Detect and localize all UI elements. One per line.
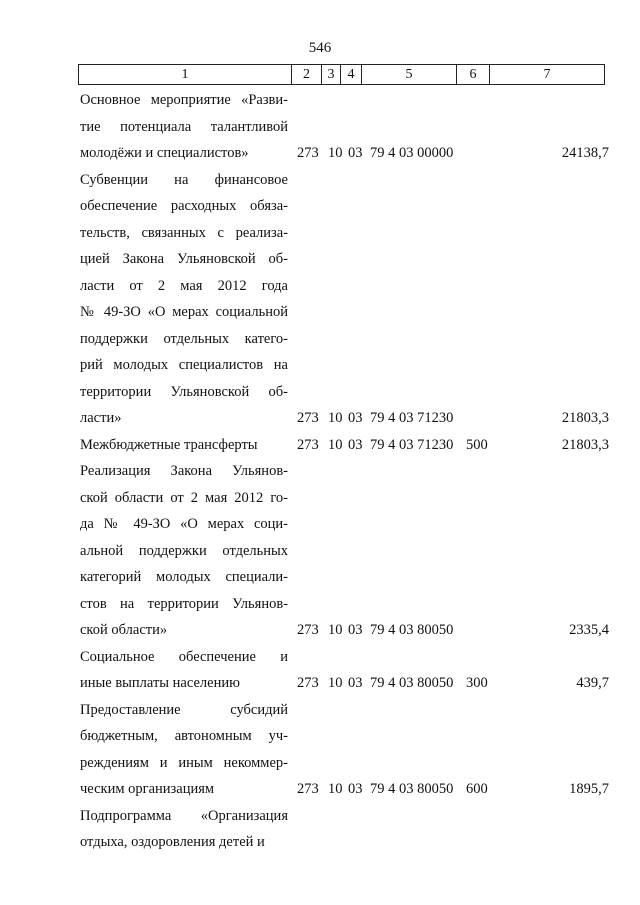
table-row (0, 458, 640, 644)
row-description (80, 458, 288, 644)
budget-rows (0, 87, 640, 856)
header-col-7: 7 (490, 65, 605, 85)
description-line: стов на территории Ульянов- (80, 595, 288, 612)
cell-c2: 273 (297, 781, 319, 797)
description-line: реждениям и иным некоммер- (80, 754, 288, 771)
description-line: ласти» (80, 410, 122, 426)
cell-c4: 03 (348, 410, 363, 426)
cell-c7: 439,7 (576, 675, 609, 691)
description-line: обеспечение расходных обяза- (80, 198, 288, 214)
row-description (80, 803, 288, 856)
description-line: да № 49-ЗО «О мерах соци- (80, 516, 288, 532)
cell-c6: 600 (466, 781, 488, 797)
header-col-3: 3 (322, 65, 341, 85)
description-line: Межбюджетные трансферты (80, 436, 258, 453)
row-description (80, 87, 288, 167)
description-line: цией Закона Ульяновской об- (80, 251, 288, 267)
table-row (0, 87, 640, 167)
description-line: Субвенции на финансовое (80, 171, 288, 188)
table-row (0, 432, 640, 459)
description-line: тельств, связанных с реализа- (80, 224, 288, 241)
description-line: ской области от 2 мая 2012 го- (80, 489, 288, 506)
description-line: Предоставление субсидий (80, 701, 288, 718)
cell-c7: 1895,7 (569, 781, 609, 797)
header-col-1: 1 (79, 65, 292, 85)
cell-c4: 03 (348, 436, 363, 453)
cell-c5: 79 4 03 71230 (370, 410, 454, 426)
cell-c2: 273 (297, 675, 319, 691)
cell-c3: 10 (328, 145, 343, 161)
cell-c5: 79 4 03 80050 (370, 622, 454, 638)
header-col-6: 6 (457, 65, 490, 85)
row-description (80, 432, 288, 459)
cell-c7: 21803,3 (561, 436, 609, 453)
cell-c7: 2335,4 (569, 622, 609, 638)
row-description (80, 697, 288, 803)
page-number: 546 (308, 40, 332, 56)
cell-c2: 273 (297, 622, 319, 638)
header-col-2: 2 (292, 65, 322, 85)
description-line: Подпрограмма «Организация (80, 807, 288, 824)
description-line: № 49-ЗО «О мерах социальной (80, 304, 288, 320)
description-line: рий молодых специалистов на (80, 357, 288, 373)
description-line: поддержки отдельных катего- (80, 330, 288, 347)
cell-c4: 03 (348, 622, 363, 638)
cell-c3: 10 (328, 436, 343, 453)
description-line: отдыха, оздоровления детей и (80, 834, 265, 850)
description-line: бюджетным, автономным уч- (80, 728, 288, 744)
cell-c7: 24138,7 (561, 145, 609, 161)
description-line: категорий молодых специали- (80, 569, 288, 585)
header-col-4: 4 (341, 65, 362, 85)
description-line: иные выплаты населению (80, 675, 240, 691)
cell-c5: 79 4 03 71230 (370, 436, 454, 453)
table-row (0, 644, 640, 697)
cell-c5: 79 4 03 00000 (370, 145, 454, 161)
cell-c2: 273 (297, 145, 319, 161)
column-header-table (78, 64, 605, 85)
table-row (0, 697, 640, 803)
description-line: ческим организациям (80, 781, 215, 797)
description-line: Социальное обеспечение и (80, 648, 288, 665)
row-description (80, 167, 288, 432)
table-row (0, 167, 640, 432)
cell-c5: 79 4 03 80050 (370, 781, 454, 797)
cell-c7: 21803,3 (561, 410, 609, 426)
cell-c3: 10 (328, 410, 343, 426)
cell-c4: 03 (348, 675, 363, 691)
cell-c2: 273 (297, 436, 319, 453)
cell-c2: 273 (297, 410, 319, 426)
cell-c4: 03 (348, 145, 363, 161)
description-line: ской области» (80, 622, 168, 638)
cell-c3: 10 (328, 781, 343, 797)
description-line: Основное мероприятие «Разви- (80, 92, 288, 108)
cell-c4: 03 (348, 781, 363, 797)
cell-c6: 500 (466, 436, 488, 453)
description-line: ласти от 2 мая 2012 года (80, 277, 288, 294)
description-line: альной поддержки отдельных (80, 542, 288, 559)
cell-c3: 10 (328, 622, 343, 638)
cell-c3: 10 (328, 675, 343, 691)
description-line: молодёжи и специалистов» (80, 145, 249, 161)
cell-c5: 79 4 03 80050 (370, 675, 454, 691)
table-row (0, 803, 640, 856)
description-line: тие потенциала талантливой (80, 118, 288, 135)
header-col-5: 5 (362, 65, 457, 85)
description-line: территории Ульяновской об- (80, 383, 288, 400)
row-description (80, 644, 288, 697)
cell-c6: 300 (466, 675, 488, 691)
description-line: Реализация Закона Ульянов- (80, 463, 288, 479)
